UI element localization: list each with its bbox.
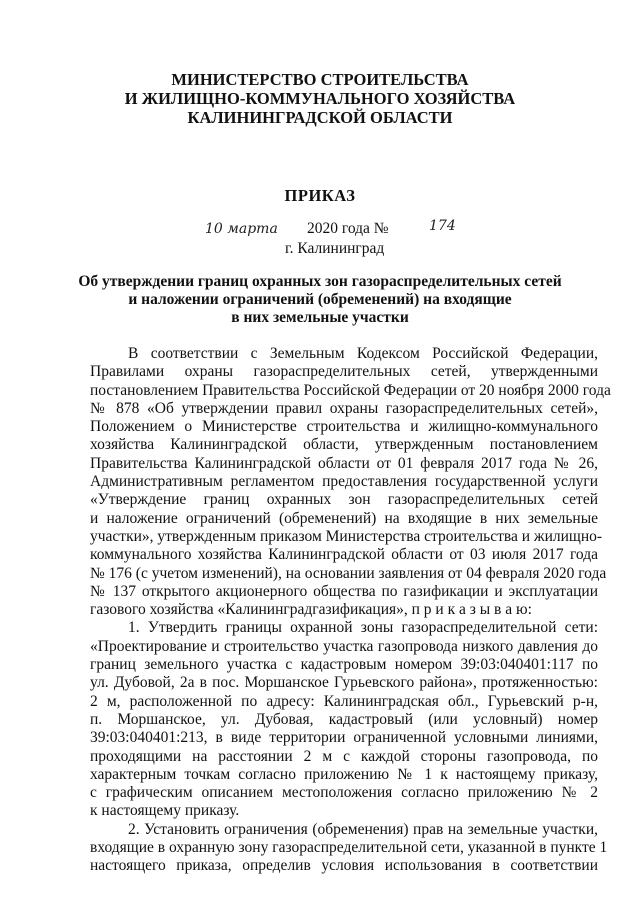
ministry-header	[0, 70, 640, 127]
paragraph-line: участки», утвержденным приказом Министерства строительства и жилищно-	[90, 527, 603, 545]
paragraph-line: Правилами охраны газораспределительных сетей, утвержденными	[90, 363, 598, 381]
order-body	[90, 345, 611, 876]
handwritten-date: 10 марта	[205, 221, 278, 237]
paragraph-line: к настоящему приказу.	[90, 802, 240, 820]
paragraph-line: характерным точкам согласно приложению № 1 к настоящему приказу,	[90, 765, 598, 783]
paragraph-line: Положением о Министерстве строительства и жилищно-коммунального	[90, 418, 598, 436]
paragraph-line: хозяйства Калининградской области, утвержденным постановлением	[90, 436, 598, 454]
paragraph-line: Административным регламентом предоставления государственной услуги	[90, 473, 598, 491]
paragraph-item-2	[90, 820, 608, 876]
paragraph-line: «Проектирование и строительство участка газопровода низкого давления до	[90, 637, 598, 655]
paragraph-line: и наложение ограничений (обременений) на входящие в них земельные	[90, 509, 598, 527]
subject-line-3: в них земельные участки	[231, 309, 409, 326]
paragraph-line: Правительства Калининградской области от 01 февраля 2017 года № 26,	[90, 454, 598, 472]
paragraph-item-1	[90, 619, 598, 820]
order-title: ПРИКАЗ	[284, 186, 356, 205]
subject-line-1: Об утверждении границ охранных зон газораспределительных сетей	[78, 273, 562, 290]
paragraph-line: 2 м, расположенной по адресу: Калининградская обл., Гурьевский р-н,	[90, 692, 598, 710]
paragraph-line: № 137 открытого акционерного общества по газификации и эксплуатации	[90, 582, 598, 600]
order-city: г. Калининград	[285, 240, 385, 257]
order-subject	[0, 273, 640, 327]
paragraph-line: 2. Установить ограничения (обременения) прав на земельные участки,	[128, 820, 598, 838]
paragraph-line: № 176 (с учетом изменений), на основании заявления от 04 февраля 2020 года	[90, 564, 607, 582]
ministry-line-3: КАЛИНИНГРАДСКОЙ ОБЛАСТИ	[187, 108, 453, 127]
paragraph-line: настоящего приказа, определив условия использования в соответствии	[90, 857, 598, 875]
paragraph-line: «Утверждение границ охранных зон газораспределительных сетей	[90, 491, 598, 509]
paragraph-line: коммунального хозяйства Калининградской области от 03 июля 2017 года	[90, 546, 598, 564]
paragraph-line: постановлением Правительства Российской Федерации от 20 ноября 2000 года	[90, 381, 611, 399]
handwritten-order-number: 174	[429, 218, 456, 234]
paragraph-line: входящие в охранную зону газораспределительной сети, указанной в пункте 1	[90, 839, 608, 857]
subject-line-2: и наложении ограничений (обременений) на входящие	[128, 291, 512, 308]
paragraph-line: с графическим описанием местоположения согласно приложению № 2	[90, 784, 598, 802]
ministry-line-1: МИНИСТЕРСТВО СТРОИТЕЛЬСТВА	[171, 70, 469, 89]
paragraph-line: 1. Утвердить границы охранной зоны газораспределительной сети:	[128, 619, 598, 637]
paragraph-line: проходящими на расстоянии 2 м с каждой стороны газопровода, по	[90, 747, 598, 765]
order-year-text: 2020 года №	[307, 220, 389, 237]
paragraph-line: п. Моршанское, ул. Дубовая, кадастровый (или условный) номер	[90, 710, 598, 728]
paragraph-line: границ земельного участка с кадастровым номером 39:03:040401:117 по	[90, 656, 598, 674]
ministry-line-2: И ЖИЛИЩНО-КОММУНАЛЬНОГО ХОЗЯЙСТВА	[124, 89, 516, 108]
paragraph-line: № 878 «Об утверждении правил охраны газораспределительных сетей»,	[90, 399, 598, 417]
paragraph-preamble	[90, 345, 611, 619]
paragraph-line: 39:03:040401:213, в виде территории ограниченной условными линиями,	[90, 729, 598, 747]
paragraph-line: газового хозяйства «Калининградгазификация», п р и к а з ы в а ю:	[90, 601, 532, 619]
paragraph-line: В соответствии с Земельным Кодексом Российской Федерации,	[128, 345, 598, 362]
paragraph-line: ул. Дубовой, 2а в пос. Моршанское Гурьевского района», протяженностью:	[90, 674, 598, 692]
